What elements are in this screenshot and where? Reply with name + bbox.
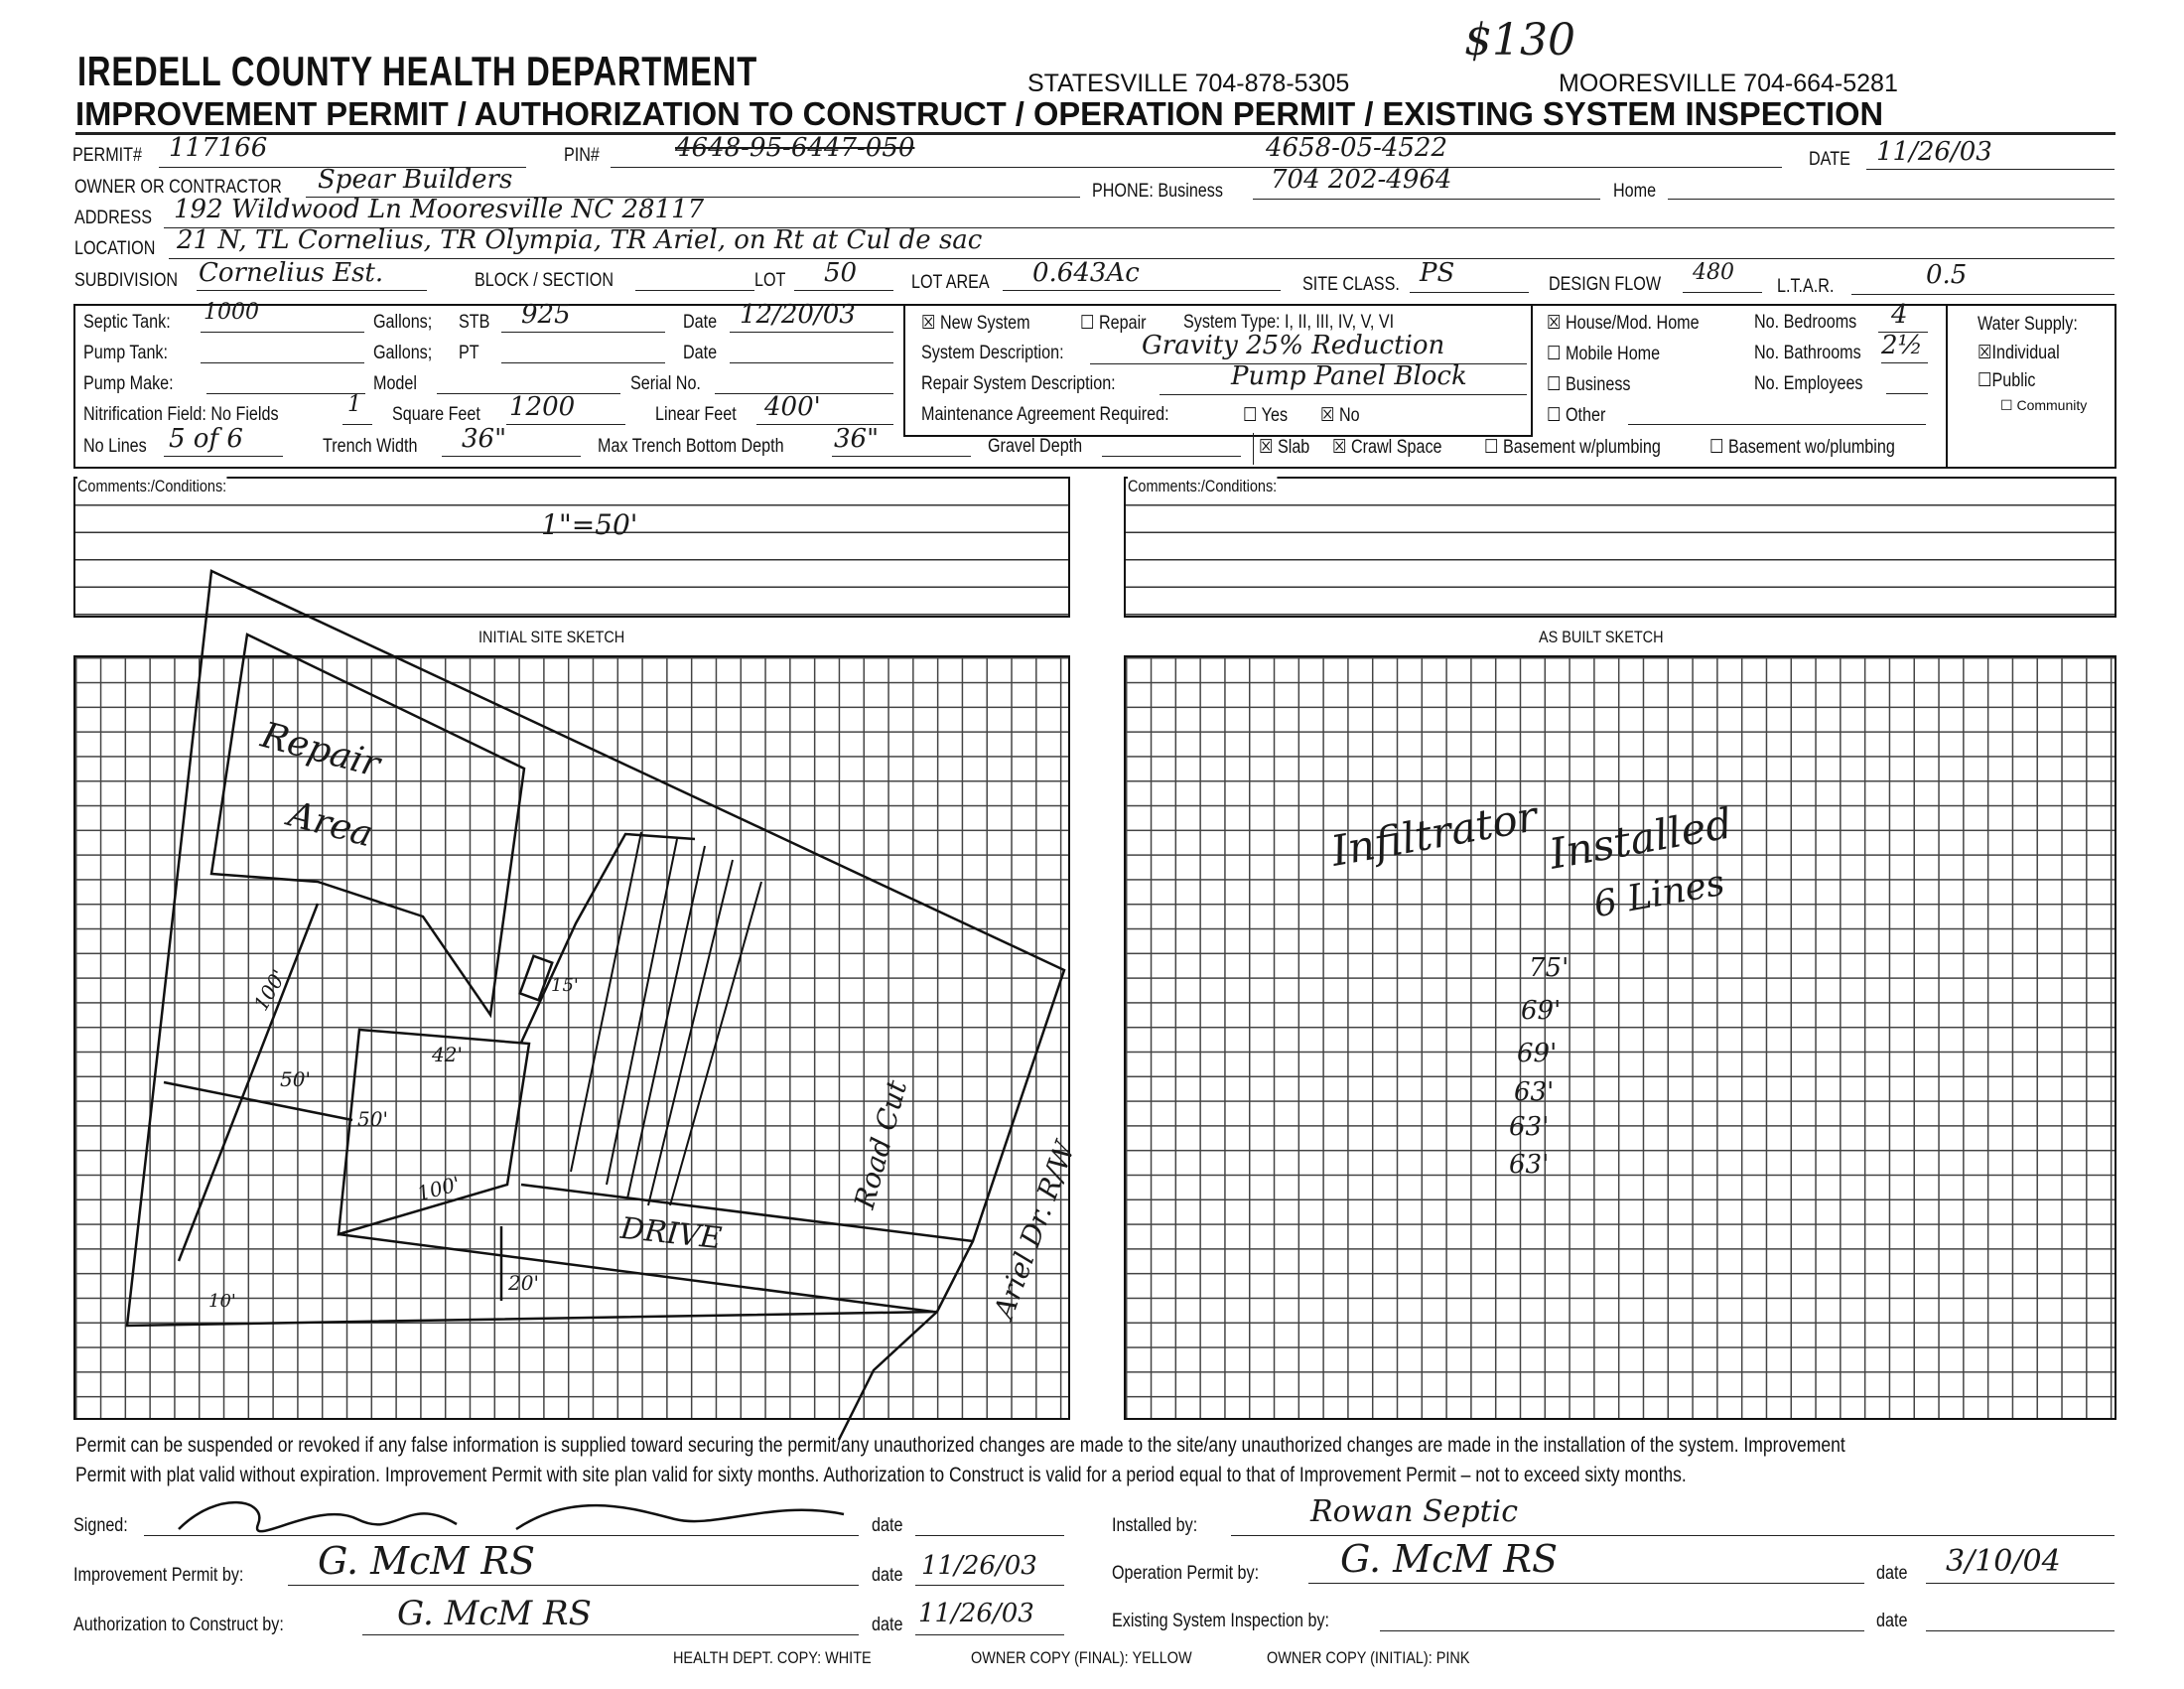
copy-note: HEALTH DEPT. COPY: WHITE: [673, 1648, 872, 1667]
notice-text: Permit with plat valid without expiration. Improvement Permit with site plan valid for sixty months. Authorization to Construct is valid for a period equal to that of Improvement Permit – not to exceed sixty months.: [75, 1464, 1687, 1486]
pt-label: PT: [459, 343, 479, 363]
form-subtitle: IMPROVEMENT PERMIT / AUTHORIZATION TO CONSTRUCT / OPERATION PERMIT / EXISTING SYSTEM INSPECTION: [75, 95, 1884, 132]
signed-label: Signed:: [73, 1515, 128, 1536]
lot-boundary: [127, 571, 1064, 1326]
bathrooms-label: No. Bathrooms: [1754, 343, 1861, 363]
pin-label: PIN#: [564, 145, 600, 166]
line-length: 69': [1521, 996, 1562, 1026]
no-label: No: [1338, 405, 1360, 426]
dimension-label: 50': [280, 1067, 311, 1091]
comments-right-label: Comments:/Conditions:: [1128, 477, 1278, 495]
water-supply-label: Water Supply:: [1978, 314, 2078, 335]
employees-label: No. Employees: [1754, 373, 1863, 394]
public-checkbox[interactable]: ☐Public: [1978, 370, 2036, 391]
dimension-label: 50': [357, 1107, 388, 1131]
operation-date[interactable]: 3/10/04: [1946, 1544, 2061, 1579]
design-flow-label: DESIGN FLOW: [1549, 274, 1662, 295]
comments-left-label: Comments:/Conditions:: [77, 477, 227, 495]
date-label: Date: [683, 343, 718, 363]
improvement-permit-label: Improvement Permit by:: [73, 1565, 244, 1586]
installed-by-label: Installed by:: [1112, 1515, 1198, 1536]
community-checkbox[interactable]: ☐ Community: [2000, 397, 2088, 413]
fee-note: $130: [1464, 15, 1575, 66]
operation-permit-label: Operation Permit by:: [1112, 1563, 1260, 1584]
basement-with-label: Basement w/plumbing: [1502, 437, 1661, 458]
slab-label: Slab: [1277, 437, 1310, 458]
no-lines-label: No Lines: [83, 436, 147, 457]
subdivision-label: SUBDIVISION: [74, 270, 179, 291]
lot-label: LOT: [754, 270, 786, 291]
copy-note: OWNER COPY (INITIAL): PINK: [1267, 1648, 1470, 1667]
business-label: Business: [1565, 374, 1631, 395]
location-value[interactable]: 21 N, TL Cornelius, TR Olympia, TR Ariel, on Rt at Cul de sac: [177, 225, 983, 255]
area-label: Area: [284, 793, 377, 856]
dimension-label: 100': [414, 1171, 464, 1206]
owner-label: OWNER OR CONTRACTOR: [74, 177, 282, 198]
repair-description-value[interactable]: Pump Panel Block: [1231, 361, 1467, 391]
improvement-signature: G. McM RS: [318, 1539, 535, 1583]
gallons-label: Gallons;: [373, 312, 433, 333]
trench-width-value[interactable]: 36": [462, 424, 507, 454]
repair-description-label: Repair System Description:: [921, 373, 1116, 394]
date-label: date: [872, 1615, 903, 1635]
improvement-date[interactable]: 11/26/03: [921, 1551, 1037, 1581]
system-description-label: System Description:: [921, 343, 1064, 363]
phone-value[interactable]: 704 202-4964: [1271, 165, 1452, 195]
community-label: Community: [2016, 397, 2088, 413]
initial-sketch-title: INITIAL SITE SKETCH: [478, 628, 625, 646]
ltar-value[interactable]: 0.5: [1926, 260, 1968, 290]
scale-note: 1"=50': [541, 508, 638, 541]
basement-without-plumbing-checkbox[interactable]: ☐ Basement wo/plumbing: [1709, 437, 1895, 458]
septic-date[interactable]: 12/20/03: [740, 300, 856, 330]
location-label: LOCATION: [74, 238, 156, 259]
mobile-home-checkbox[interactable]: ☐ Mobile Home: [1547, 344, 1661, 364]
pump-make-label: Pump Make:: [83, 373, 174, 394]
trench-lines: [571, 832, 761, 1205]
road-curve: [839, 1312, 937, 1440]
crawl-space-label: Crawl Space: [1350, 437, 1442, 458]
business-checkbox[interactable]: ☐ Business: [1547, 374, 1631, 395]
date-label: date: [872, 1515, 903, 1536]
dimension-label: 20': [508, 1271, 539, 1295]
new-system-label: New System: [939, 313, 1030, 334]
lot-area-label: LOT AREA: [911, 272, 990, 293]
permit-date[interactable]: 11/26/03: [1876, 137, 1992, 167]
linear-feet-label: Linear Feet: [655, 404, 737, 425]
new-system-checkbox[interactable]: ☒ New System: [921, 313, 1030, 334]
other-checkbox[interactable]: ☐ Other: [1547, 405, 1606, 426]
model-label: Model: [373, 373, 417, 394]
date-label: Date: [683, 312, 718, 333]
line-length: 63': [1514, 1077, 1555, 1107]
authorization-signature: G. McM RS: [397, 1594, 592, 1633]
drive-line: [521, 1185, 973, 1241]
line-length: 69': [1517, 1039, 1558, 1068]
line-length: 63': [1509, 1112, 1550, 1142]
pin-number[interactable]: 4658-05-4522: [1266, 133, 1447, 163]
date-label: DATE: [1809, 149, 1850, 170]
square-feet-label: Square Feet: [392, 404, 480, 425]
date-label: date: [1876, 1611, 1908, 1631]
drive-label: DRIVE: [618, 1210, 724, 1257]
as-built-note: Infiltrator: [1327, 791, 1541, 876]
permit-number[interactable]: 117166: [169, 133, 268, 163]
crawl-space-checkbox[interactable]: ☒ Crawl Space: [1332, 437, 1442, 458]
dimension-label: 100': [248, 965, 292, 1015]
existing-inspection-label: Existing System Inspection by:: [1112, 1611, 1330, 1631]
line-length: 75': [1529, 953, 1570, 983]
septic-gallons[interactable]: 1000: [204, 300, 259, 325]
authorization-label: Authorization to Construct by:: [73, 1615, 284, 1635]
house-label: House/Mod. Home: [1565, 313, 1700, 334]
other-label: Other: [1565, 405, 1606, 426]
stb-value[interactable]: 925: [521, 300, 571, 330]
address-label: ADDRESS: [74, 208, 153, 228]
individual-label: Individual: [1991, 343, 2060, 363]
line-length: 63': [1509, 1150, 1550, 1180]
date-label: date: [1876, 1563, 1908, 1584]
site-class-label: SITE CLASS.: [1302, 274, 1400, 295]
statesville-phone: STATESVILLE 704-878-5305: [1027, 70, 1350, 97]
system-description-value[interactable]: Gravity 25% Reduction: [1142, 331, 1445, 360]
authorization-date[interactable]: 11/26/03: [918, 1599, 1034, 1628]
house-checkbox[interactable]: ☒ House/Mod. Home: [1547, 313, 1700, 334]
ltar-label: L.T.A.R.: [1777, 276, 1835, 297]
maintenance-yes-checkbox[interactable]: ☐ Yes: [1243, 405, 1289, 426]
gallons-label: Gallons;: [373, 343, 433, 363]
trench-width-label: Trench Width: [323, 436, 418, 457]
as-built-note: Installed: [1546, 798, 1736, 879]
individual-checkbox[interactable]: ☒Individual: [1978, 343, 2060, 363]
dimension-label: 15': [551, 975, 579, 996]
pin-struck: 4648-95-6447-050: [675, 133, 915, 163]
subdivision-value[interactable]: Cornelius Est.: [199, 258, 384, 288]
as-built-note: 6 Lines: [1590, 862, 1728, 926]
road-cut-label: Road Cut: [848, 1076, 914, 1212]
operation-signature: G. McM RS: [1340, 1537, 1558, 1581]
notice-text: Permit can be suspended or revoked if any false information is supplied toward securing the permit/any unauthorized changes are made to the site/any unauthorized changes are made in the installation of the system. Improvement: [75, 1434, 1845, 1457]
system-type-label: System Type: I, II, III, IV, V, VI: [1183, 312, 1395, 333]
lot-value[interactable]: 50: [824, 258, 858, 288]
site-class-value[interactable]: PS: [1420, 258, 1455, 288]
owner-value[interactable]: Spear Builders: [318, 165, 513, 195]
address-value[interactable]: 192 Wildwood Ln Mooresville NC 28117: [174, 195, 705, 224]
dimension-line: [164, 1082, 352, 1120]
department-title: IREDELL COUNTY HEALTH DEPARTMENT: [77, 48, 758, 94]
tank-symbol: [520, 956, 552, 1000]
home-label: Home: [1613, 181, 1657, 202]
dimension-label: 10': [208, 1291, 236, 1312]
maintenance-no-checkbox[interactable]: ☒ No: [1320, 405, 1360, 426]
dimension-label: 42': [432, 1043, 463, 1066]
square-feet-value[interactable]: 1200: [509, 392, 576, 422]
mobile-home-label: Mobile Home: [1565, 344, 1661, 364]
gravel-depth-label: Gravel Depth: [988, 436, 1083, 457]
design-flow-value[interactable]: 480: [1693, 260, 1734, 285]
copy-note: OWNER COPY (FINAL): YELLOW: [971, 1648, 1192, 1667]
basement-with-plumbing-checkbox[interactable]: ☐ Basement w/plumbing: [1484, 437, 1661, 458]
repair-label: Repair: [1098, 313, 1147, 334]
slab-checkbox[interactable]: ☒ Slab: [1259, 437, 1310, 458]
block-label: BLOCK / SECTION: [475, 270, 614, 291]
stb-label: STB: [459, 312, 490, 333]
septic-label: Septic Tank:: [83, 312, 171, 333]
nitrification-label: Nitrification Field: No Fields: [83, 404, 279, 425]
serial-label: Serial No.: [630, 373, 701, 394]
repair-label: Repair: [256, 714, 384, 786]
maintenance-label: Maintenance Agreement Required:: [921, 404, 1169, 425]
no-lines-value[interactable]: 5 of 6: [169, 424, 243, 454]
bedrooms-label: No. Bedrooms: [1754, 312, 1857, 333]
pump-label: Pump Tank:: [83, 343, 168, 363]
basement-without-label: Basement wo/plumbing: [1727, 437, 1895, 458]
as-built-sketch-title: AS BUILT SKETCH: [1539, 628, 1664, 646]
public-label: Public: [1991, 370, 2036, 391]
date-label: date: [872, 1565, 903, 1586]
lot-area-value[interactable]: 0.643Ac: [1032, 258, 1140, 288]
mooresville-phone: MOORESVILLE 704-664-5281: [1559, 70, 1898, 97]
linear-feet-value[interactable]: 400': [764, 392, 821, 422]
ariel-rw-label: Ariel Dr. R/W: [987, 1137, 1082, 1324]
permit-label: PERMIT#: [72, 145, 143, 166]
bedrooms-value[interactable]: 4: [1891, 300, 1908, 330]
repair-checkbox[interactable]: ☐ Repair: [1080, 313, 1147, 334]
phone-label: PHONE: Business: [1092, 181, 1223, 202]
max-depth-label: Max Trench Bottom Depth: [598, 436, 784, 457]
yes-label: Yes: [1261, 405, 1289, 426]
bathrooms-value[interactable]: 2½: [1881, 331, 1923, 360]
no-fields-value[interactable]: 1: [347, 392, 361, 417]
installed-by-value[interactable]: Rowan Septic: [1310, 1494, 1519, 1529]
max-depth-value[interactable]: 36": [834, 424, 880, 454]
